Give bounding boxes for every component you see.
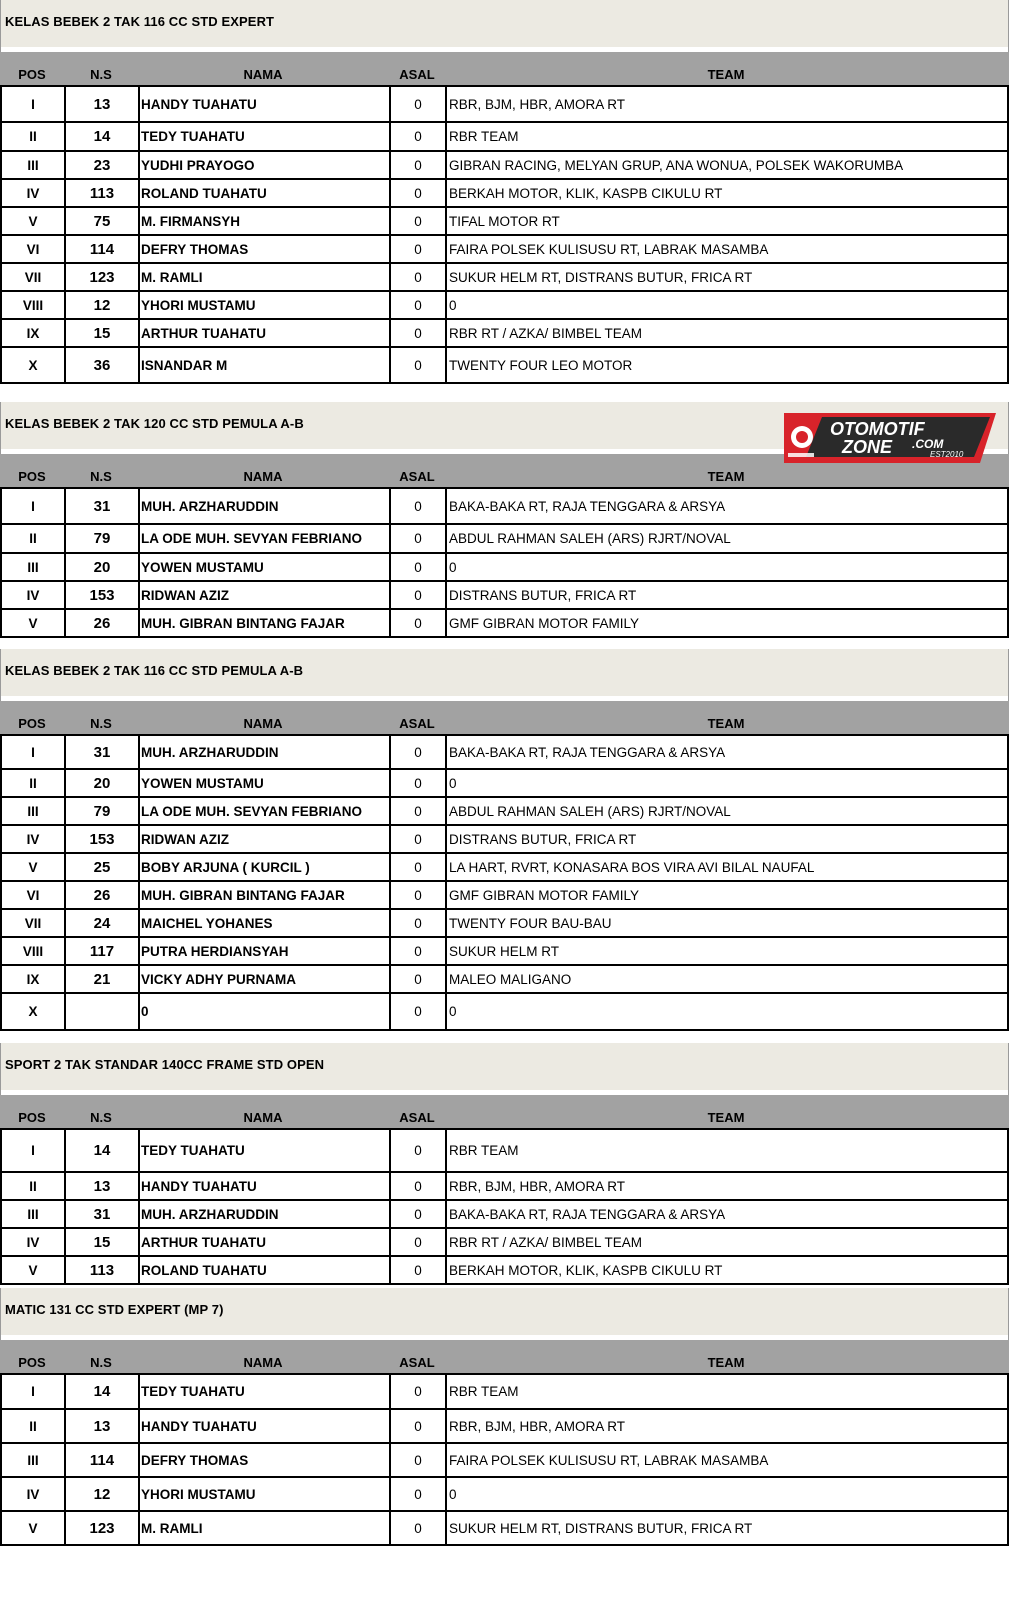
cell-asal: 0 <box>391 554 447 580</box>
section-title: MATIC 131 CC STD EXPERT (MP 7) <box>5 1302 224 1317</box>
cell-asal: 0 <box>391 236 447 262</box>
table-row <box>2 489 1009 525</box>
cell-team: SUKUR HELM RT <box>449 943 560 959</box>
table-header <box>0 1340 1009 1375</box>
cell-ns: 15 <box>66 1229 140 1255</box>
cell-pos: II <box>2 1173 66 1199</box>
cell-asal: 0 <box>391 1375 447 1408</box>
cell-nama: DEFRY THOMAS <box>140 1444 391 1476</box>
otomotifzone-logo <box>784 413 996 463</box>
table-row <box>2 770 1009 798</box>
table-row <box>2 87 1009 123</box>
cell-pos: V <box>2 854 66 880</box>
cell-asal: 0 <box>391 798 447 824</box>
cell-team: DISTRANS BUTUR, FRICA RT <box>449 831 637 847</box>
cell-ns: 20 <box>66 554 140 580</box>
section-title: KELAS BEBEK 2 TAK 120 CC STD PEMULA A-B <box>5 416 304 431</box>
cell-asal: 0 <box>391 348 447 382</box>
cell-pos: III <box>2 798 66 824</box>
cell-team: RBR RT / AZKA/ BIMBEL TEAM <box>449 1234 643 1250</box>
column-header-ns: N.S <box>90 67 112 82</box>
column-header-pos: POS <box>18 716 46 731</box>
cell-nama: ROLAND TUAHATU <box>140 180 391 206</box>
cell-nama: MAICHEL YOHANES <box>140 910 391 936</box>
cell-asal: 0 <box>391 966 447 992</box>
cell-asal: 0 <box>391 87 447 121</box>
cell-pos: III <box>2 1444 66 1476</box>
section-title-bar <box>0 0 1009 47</box>
cell-pos: I <box>2 1375 66 1408</box>
cell-team: GMF GIBRAN MOTOR FAMILY <box>449 615 640 631</box>
cell-pos: I <box>2 489 66 523</box>
cell-team: RBR TEAM <box>449 129 519 144</box>
cell-ns: 117 <box>66 938 140 964</box>
table-header <box>0 701 1009 736</box>
table-row <box>2 123 1009 152</box>
cell-team: 0 <box>449 1004 457 1019</box>
cell-team: RBR, BJM, HBR, AMORA RT <box>449 96 626 112</box>
cell-ns: 24 <box>66 910 140 936</box>
cell-asal: 0 <box>391 582 447 608</box>
cell-team: 0 <box>449 1486 457 1502</box>
cell-nama: YHORI MUSTAMU <box>140 292 391 318</box>
cell-pos: X <box>2 348 66 382</box>
table-row <box>2 582 1009 610</box>
cell-asal: 0 <box>391 208 447 234</box>
cell-team: TIFAL MOTOR RT <box>449 213 560 229</box>
column-header-nama: NAMA <box>243 1110 283 1125</box>
cell-asal: 0 <box>391 910 447 936</box>
cell-nama: M. FIRMANSYH <box>140 208 391 234</box>
cell-nama: ROLAND TUAHATU <box>140 1257 391 1283</box>
cell-ns: 14 <box>66 1130 140 1171</box>
cell-nama: RIDWAN AZIZ <box>140 582 391 608</box>
column-header-asal: ASAL <box>399 1355 435 1370</box>
table-row <box>2 1444 1009 1478</box>
cell-team: BAKA-BAKA RT, RAJA TENGGARA & ARSYA <box>449 1206 726 1222</box>
cell-pos: IV <box>2 1478 66 1510</box>
table-row <box>2 208 1009 236</box>
cell-team: RBR, BJM, HBR, AMORA RT <box>449 1178 626 1194</box>
results-table <box>0 1375 1009 1546</box>
cell-team: TWENTY FOUR LEO MOTOR <box>449 357 633 373</box>
cell-asal: 0 <box>391 1410 447 1442</box>
column-header-team: TEAM <box>707 1110 745 1125</box>
column-header-team: TEAM <box>707 469 745 484</box>
cell-asal: 0 <box>391 525 447 552</box>
cell-ns: 113 <box>66 1257 140 1283</box>
cell-team: RBR, BJM, HBR, AMORA RT <box>449 1418 626 1434</box>
cell-ns: 36 <box>66 348 140 382</box>
cell-ns: 12 <box>66 292 140 318</box>
column-header-team: TEAM <box>707 1355 745 1370</box>
column-header-asal: ASAL <box>399 716 435 731</box>
cell-pos: X <box>2 994 66 1029</box>
column-header-team: TEAM <box>707 716 745 731</box>
cell-team: DISTRANS BUTUR, FRICA RT <box>449 587 637 603</box>
cell-team: ABDUL RAHMAN SALEH (ARS) RJRT/NOVAL <box>449 531 731 546</box>
cell-nama: ARTHUR TUAHATU <box>140 320 391 346</box>
cell-team: RBR RT / AZKA/ BIMBEL TEAM <box>449 325 643 341</box>
cell-team: 0 <box>449 775 457 791</box>
cell-asal: 0 <box>391 1478 447 1510</box>
column-header-asal: ASAL <box>399 67 435 82</box>
section-title-bar <box>0 1043 1009 1090</box>
cell-asal: 0 <box>391 123 447 150</box>
cell-nama: M. RAMLI <box>140 264 391 290</box>
cell-asal: 0 <box>391 1512 447 1544</box>
table-row <box>2 610 1009 638</box>
cell-ns: 15 <box>66 320 140 346</box>
results-table <box>0 1130 1009 1285</box>
cell-ns: 31 <box>66 736 140 768</box>
cell-ns: 113 <box>66 180 140 206</box>
cell-ns: 14 <box>66 123 140 150</box>
cell-pos: VI <box>2 882 66 908</box>
cell-asal: 0 <box>391 1130 447 1171</box>
column-header-nama: NAMA <box>243 716 283 731</box>
table-header <box>0 1095 1009 1130</box>
cell-nama: VICKY ADHY PURNAMA <box>140 966 391 992</box>
column-header-nama: NAMA <box>243 1355 283 1370</box>
cell-nama: YHORI MUSTAMU <box>140 1478 391 1510</box>
cell-pos: IV <box>2 826 66 852</box>
cell-asal: 0 <box>391 994 447 1029</box>
column-header-ns: N.S <box>90 469 112 484</box>
cell-ns: 114 <box>66 236 140 262</box>
cell-asal: 0 <box>391 1229 447 1255</box>
table-row <box>2 1410 1009 1444</box>
column-header-pos: POS <box>18 67 46 82</box>
column-header-ns: N.S <box>90 1355 112 1370</box>
cell-team: RBR TEAM <box>449 1384 519 1399</box>
cell-nama: YUDHI PRAYOGO <box>140 152 391 178</box>
cell-nama: MUH. GIBRAN BINTANG FAJAR <box>140 610 391 636</box>
cell-pos: II <box>2 1410 66 1442</box>
cell-nama: PUTRA HERDIANSYAH <box>140 938 391 964</box>
column-header-pos: POS <box>18 1355 46 1370</box>
cell-asal: 0 <box>391 1257 447 1283</box>
cell-pos: VIII <box>2 292 66 318</box>
column-header-ns: N.S <box>90 716 112 731</box>
cell-nama: MUH. ARZHARUDDIN <box>140 736 391 768</box>
table-row <box>2 1173 1009 1201</box>
table-row <box>2 938 1009 966</box>
table-row <box>2 180 1009 208</box>
table-row <box>2 236 1009 264</box>
cell-ns: 23 <box>66 152 140 178</box>
cell-nama: ARTHUR TUAHATU <box>140 1229 391 1255</box>
column-header-asal: ASAL <box>399 1110 435 1125</box>
cell-ns: 31 <box>66 489 140 523</box>
cell-asal: 0 <box>391 264 447 290</box>
column-header-team: TEAM <box>707 67 745 82</box>
cell-team: RBR TEAM <box>449 1143 519 1158</box>
cell-nama: LA ODE MUH. SEVYAN FEBRIANO <box>140 525 391 552</box>
logo-text-sub: ZONE <box>842 437 893 457</box>
cell-nama: YOWEN MUSTAMU <box>140 554 391 580</box>
cell-ns: 26 <box>66 610 140 636</box>
cell-pos: I <box>2 1130 66 1171</box>
cell-asal: 0 <box>391 180 447 206</box>
section-title-bar <box>0 1288 1009 1335</box>
cell-pos: VII <box>2 910 66 936</box>
cell-pos: IX <box>2 966 66 992</box>
table-row <box>2 910 1009 938</box>
table-row <box>2 854 1009 882</box>
table-header <box>0 52 1009 87</box>
cell-pos: I <box>2 87 66 121</box>
cell-ns: 153 <box>66 826 140 852</box>
section-title: KELAS BEBEK 2 TAK 116 CC STD EXPERT <box>5 14 275 29</box>
table-row <box>2 152 1009 180</box>
results-table <box>0 736 1009 1031</box>
cell-ns: 123 <box>66 1512 140 1544</box>
cell-nama: MUH. GIBRAN BINTANG FAJAR <box>140 882 391 908</box>
cell-asal: 0 <box>391 826 447 852</box>
table-row <box>2 320 1009 348</box>
cell-pos: I <box>2 736 66 768</box>
cell-ns: 13 <box>66 1173 140 1199</box>
table-row <box>2 1229 1009 1257</box>
cell-pos: V <box>2 1512 66 1544</box>
column-header-nama: NAMA <box>243 67 283 82</box>
table-row <box>2 1201 1009 1229</box>
cell-team: GMF GIBRAN MOTOR FAMILY <box>449 887 640 903</box>
cell-pos: V <box>2 208 66 234</box>
cell-team: BAKA-BAKA RT, RAJA TENGGARA & ARSYA <box>449 744 726 760</box>
cell-asal: 0 <box>391 854 447 880</box>
logo-text-est: EST2010 <box>930 450 964 459</box>
cell-ns: 123 <box>66 264 140 290</box>
cell-nama: HANDY TUAHATU <box>140 1410 391 1442</box>
table-row <box>2 348 1009 384</box>
cell-asal: 0 <box>391 152 447 178</box>
column-header-ns: N.S <box>90 1110 112 1125</box>
table-row <box>2 882 1009 910</box>
cell-ns: 79 <box>66 798 140 824</box>
cell-team: TWENTY FOUR BAU-BAU <box>449 915 612 931</box>
cell-pos: III <box>2 152 66 178</box>
cell-pos: IX <box>2 320 66 346</box>
cell-nama: RIDWAN AZIZ <box>140 826 391 852</box>
cell-pos: II <box>2 770 66 796</box>
cell-pos: V <box>2 610 66 636</box>
cell-asal: 0 <box>391 882 447 908</box>
cell-asal: 0 <box>391 938 447 964</box>
cell-team: GIBRAN RACING, MELYAN GRUP, ANA WONUA, POLSEK WAKORUMBA <box>449 157 904 173</box>
cell-asal: 0 <box>391 1173 447 1199</box>
section-title: SPORT 2 TAK STANDAR 140CC FRAME STD OPEN <box>5 1057 325 1072</box>
cell-team: 0 <box>449 297 457 313</box>
table-row <box>2 1512 1009 1546</box>
cell-ns: 21 <box>66 966 140 992</box>
cell-nama: TEDY TUAHATU <box>140 123 391 150</box>
logo-text-dom: .COM <box>912 437 944 451</box>
cell-pos: II <box>2 525 66 552</box>
cell-team: LA HART, RVRT, KONASARA BOS VIRA AVI BILAL NAUFAL <box>449 859 815 875</box>
table-row <box>2 966 1009 994</box>
cell-nama: DEFRY THOMAS <box>140 236 391 262</box>
cell-team: BAKA-BAKA RT, RAJA TENGGARA & ARSYA <box>449 498 726 514</box>
cell-pos: VI <box>2 236 66 262</box>
column-header-asal: ASAL <box>399 469 435 484</box>
table-row <box>2 1130 1009 1173</box>
cell-nama: BOBY ARJUNA ( KURCIL ) <box>140 854 391 880</box>
cell-asal: 0 <box>391 770 447 796</box>
cell-ns: 75 <box>66 208 140 234</box>
cell-team: 0 <box>449 559 457 575</box>
cell-ns: 12 <box>66 1478 140 1510</box>
cell-ns: 13 <box>66 1410 140 1442</box>
table-row <box>2 736 1009 770</box>
cell-ns: 31 <box>66 1201 140 1227</box>
cell-pos: III <box>2 1201 66 1227</box>
cell-team: BERKAH MOTOR, KLIK, KASPB CIKULU RT <box>449 1262 723 1278</box>
cell-team: MALEO MALIGANO <box>449 971 572 987</box>
cell-nama: ISNANDAR M <box>140 348 391 382</box>
cell-team: SUKUR HELM RT, DISTRANS BUTUR, FRICA RT <box>449 1520 753 1536</box>
cell-ns: 13 <box>66 87 140 121</box>
table-row <box>2 1257 1009 1285</box>
column-header-nama: NAMA <box>243 469 283 484</box>
cell-nama: HANDY TUAHATU <box>140 1173 391 1199</box>
cell-team: SUKUR HELM RT, DISTRANS BUTUR, FRICA RT <box>449 269 753 285</box>
cell-asal: 0 <box>391 489 447 523</box>
cell-pos: IV <box>2 180 66 206</box>
cell-ns: 20 <box>66 770 140 796</box>
cell-team: BERKAH MOTOR, KLIK, KASPB CIKULU RT <box>449 185 723 201</box>
cell-team: FAIRA POLSEK KULISUSU RT, LABRAK MASAMBA <box>449 1452 769 1468</box>
cell-nama: YOWEN MUSTAMU <box>140 770 391 796</box>
section-title-bar <box>0 649 1009 696</box>
cell-team: FAIRA POLSEK KULISUSU RT, LABRAK MASAMBA <box>449 241 769 257</box>
column-header-pos: POS <box>18 1110 46 1125</box>
cell-ns: 25 <box>66 854 140 880</box>
table-row <box>2 554 1009 582</box>
cell-nama: HANDY TUAHATU <box>140 87 391 121</box>
cell-ns: 79 <box>66 525 140 552</box>
cell-nama: TEDY TUAHATU <box>140 1130 391 1171</box>
cell-ns: 114 <box>66 1444 140 1476</box>
cell-pos: IV <box>2 1229 66 1255</box>
cell-nama: MUH. ARZHARUDDIN <box>140 1201 391 1227</box>
cell-nama: TEDY TUAHATU <box>140 1375 391 1408</box>
cell-pos: III <box>2 554 66 580</box>
cell-asal: 0 <box>391 1201 447 1227</box>
cell-nama: LA ODE MUH. SEVYAN FEBRIANO <box>140 798 391 824</box>
cell-asal: 0 <box>391 320 447 346</box>
table-row <box>2 525 1009 554</box>
logo-text-main: OTOMOTIF <box>830 419 925 439</box>
table-row <box>2 826 1009 854</box>
cell-nama: MUH. ARZHARUDDIN <box>140 489 391 523</box>
table-row <box>2 1375 1009 1410</box>
cell-ns <box>66 994 140 1029</box>
cell-nama: 0 <box>140 994 391 1029</box>
cell-pos: VII <box>2 264 66 290</box>
table-row <box>2 798 1009 826</box>
logo-ring-inner <box>796 431 808 443</box>
cell-pos: II <box>2 123 66 150</box>
column-header-pos: POS <box>18 469 46 484</box>
cell-ns: 14 <box>66 1375 140 1408</box>
cell-asal: 0 <box>391 292 447 318</box>
table-row <box>2 1478 1009 1512</box>
cell-ns: 26 <box>66 882 140 908</box>
cell-pos: VIII <box>2 938 66 964</box>
section-title: KELAS BEBEK 2 TAK 116 CC STD PEMULA A-B <box>5 663 304 678</box>
results-table <box>0 87 1009 384</box>
table-row <box>2 264 1009 292</box>
cell-asal: 0 <box>391 610 447 636</box>
cell-asal: 0 <box>391 1444 447 1476</box>
cell-team: ABDUL RAHMAN SALEH (ARS) RJRT/NOVAL <box>449 803 731 819</box>
results-table <box>0 489 1009 638</box>
cell-pos: IV <box>2 582 66 608</box>
cell-asal: 0 <box>391 736 447 768</box>
cell-ns: 153 <box>66 582 140 608</box>
table-row <box>2 292 1009 320</box>
cell-pos: V <box>2 1257 66 1283</box>
table-row <box>2 994 1009 1031</box>
cell-nama: M. RAMLI <box>140 1512 391 1544</box>
